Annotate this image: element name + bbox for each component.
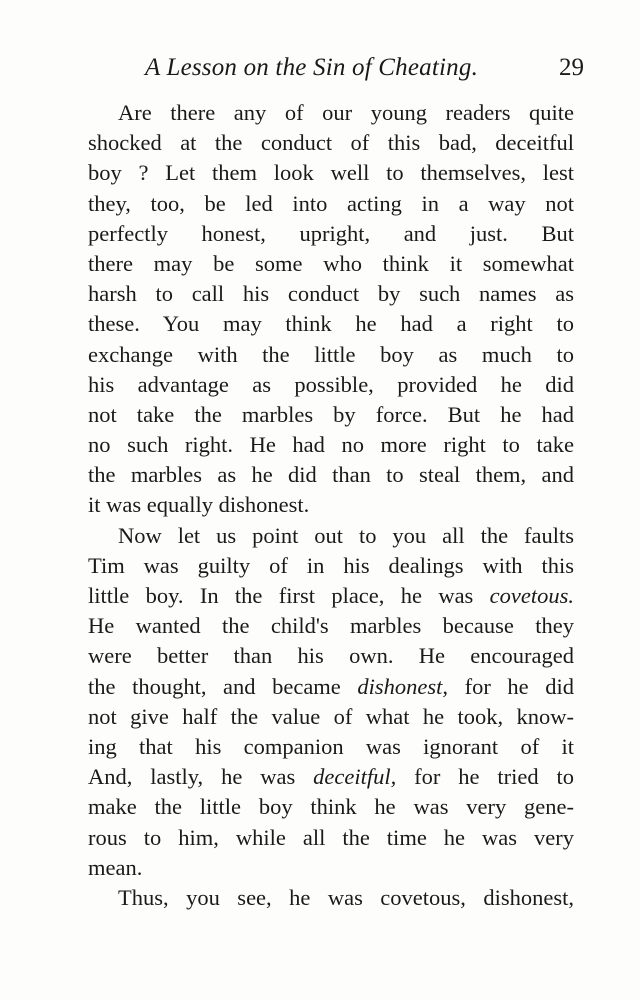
text-line: were better than his own. He encouraged <box>88 643 574 669</box>
text-line: mean. <box>88 854 143 880</box>
line-text: for he tried to <box>396 764 574 790</box>
line-text: for he did <box>448 673 574 699</box>
text-line-emphasis <box>88 672 574 702</box>
text-line: no such right. He had no more right to take <box>88 432 574 458</box>
emphasized-word: dishonest, <box>357 673 449 699</box>
text-line-emphasis <box>88 762 574 792</box>
text-line: Tim was guilty of in his dealings with this <box>88 552 574 578</box>
text-line-emphasis <box>88 581 574 611</box>
running-title: A Lesson on the Sin of Cheating. <box>145 54 479 81</box>
paragraph-2 <box>88 521 574 883</box>
text-line: Thus, you see, he was covetous, dishonest, <box>118 884 574 910</box>
text-line: make the little boy think he was very gene- <box>88 794 574 820</box>
paragraph-3 <box>88 883 574 913</box>
text-line: the marbles as he did than to steal them, and <box>88 462 574 488</box>
line-text: And, lastly, he was <box>88 764 314 790</box>
text-line: these. You may think he had a right to <box>88 311 574 337</box>
text-line: there may be some who think it somewhat <box>88 250 574 276</box>
text-line: it was equally dishonest. <box>88 492 310 518</box>
text-line: rous to him, while all the time he was very <box>88 824 574 850</box>
body-text <box>88 98 574 913</box>
emphasized-word: covetous. <box>489 583 574 608</box>
text-line: Now let us point out to you all the faults <box>118 522 574 548</box>
running-head <box>145 54 584 88</box>
text-line: He wanted the child's marbles because they <box>88 613 574 639</box>
paragraph-1 <box>88 98 574 521</box>
text-line: shocked at the conduct of this bad, deceitful <box>88 130 574 156</box>
text-line: ing that his companion was ignorant of it <box>88 733 574 759</box>
line-text: the thought, and became <box>88 673 358 699</box>
text-line: they, too, be led into acting in a way not <box>88 190 574 216</box>
emphasized-word: deceitful, <box>313 764 397 790</box>
page-number: 29 <box>559 54 584 81</box>
text-line: not take the marbles by force. But he had <box>88 401 574 427</box>
text-line: exchange with the little boy as much to <box>88 341 574 367</box>
text-line: not give half the value of what he took, know- <box>88 703 574 729</box>
text-line: harsh to call his conduct by such names as <box>88 281 574 307</box>
line-text: little boy. In the first place, he was <box>88 583 490 608</box>
text-line: perfectly honest, upright, and just. But <box>88 220 574 246</box>
text-line: his advantage as possible, provided he did <box>88 371 574 397</box>
text-line: Are there any of our young readers quite <box>118 100 574 125</box>
text-line: boy ? Let them look well to themselves, lest <box>88 160 574 186</box>
